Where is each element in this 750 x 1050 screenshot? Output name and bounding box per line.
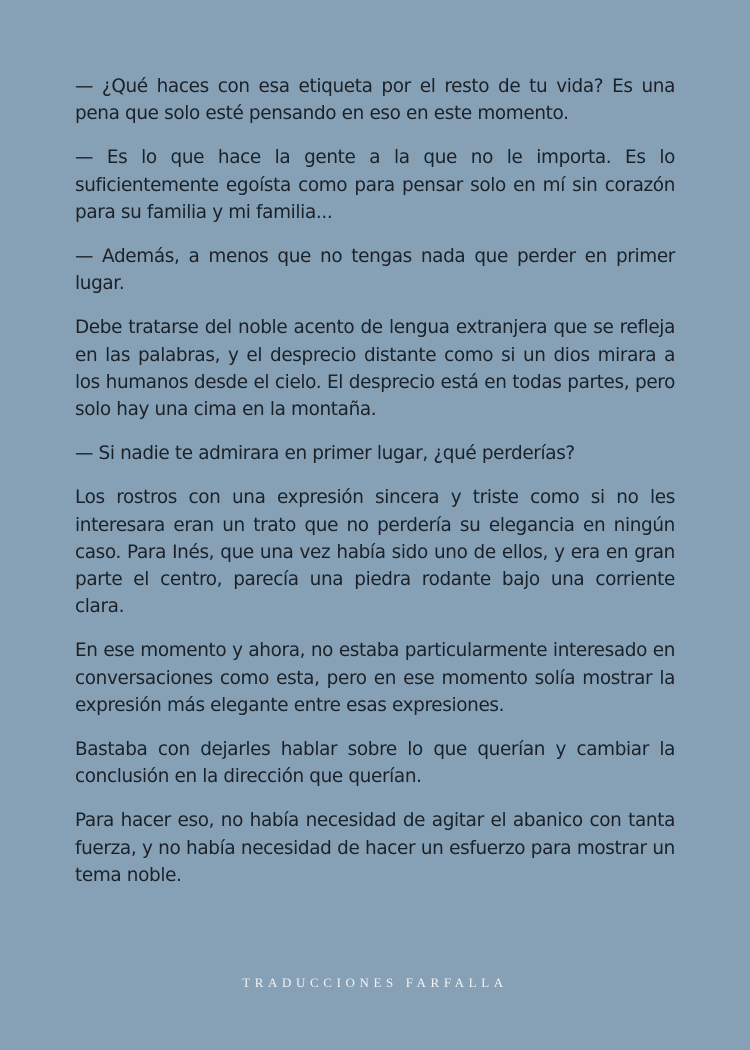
- paragraph-dialogue-label: — ¿Qué haces con esa etiqueta por el resto de tu vida? Es una pena que solo esté pensando en eso en este momento.: [75, 76, 675, 125]
- paragraph-dialogue-nothing-to-lose: — Además, a menos que no tengas nada que perder en primer lugar.: [75, 246, 675, 295]
- paragraph-dialogue-admire: — Si nadie te admirara en primer lugar, ¿qué perderías?: [75, 443, 575, 465]
- paragraph-fan: Para hacer eso, no había necesidad de agitar el abanico con tanta fuerza, y no había necesidad de hacer un esfuerzo para mostrar un tema noble.: [75, 810, 675, 886]
- paragraph-dialogue-selfish: — Es lo que hace la gente a la que no le importa. Es lo suficientemente egoísta como para pensar solo en mí sin corazón para su familia y mi familia...: [75, 147, 675, 223]
- paragraph-faces: Los rostros con una expresión sincera y triste como si no les interesara eran un trato que no perdería su elegancia en ningún caso. Para Inés, que una vez había sido uno de ellos, y era en gran parte el centro, parecía una piedra rodante bajo una corriente clara.: [75, 487, 675, 618]
- paragraph-that-moment: En ese momento y ahora, no estaba particularmente interesado en conversaciones como esta, pero en ese momento solía mostrar la expresión más elegante entre esas expresiones.: [75, 640, 675, 716]
- paragraph-noble-accent: Debe tratarse del noble acento de lengua extranjera que se refleja en las palabras, y el desprecio distante como si un dios mirara a los humanos desde el cielo. El desprecio está en todas partes, pero solo hay una cima en la montaña.: [75, 317, 675, 421]
- footer-credit: TRADUCCIONES FARFALLA: [242, 975, 508, 990]
- paragraph-let-them-talk: Bastaba con dejarles hablar sobre lo que querían y cambiar la conclusión en la dirección que querían.: [75, 739, 675, 788]
- page-body: [75, 73, 675, 906]
